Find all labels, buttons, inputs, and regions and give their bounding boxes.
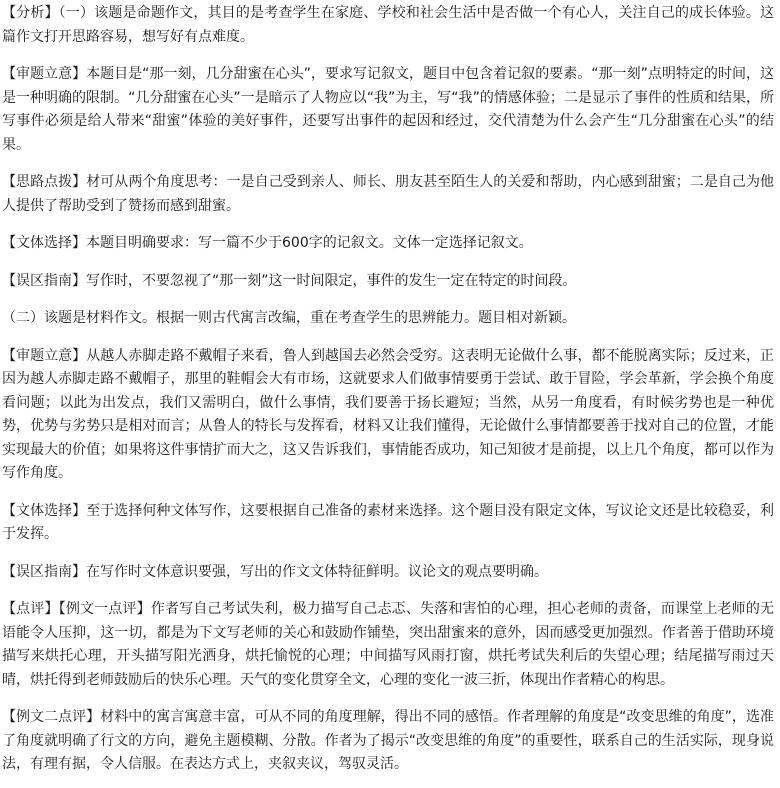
paragraph-review-1: 【点评】【例文一点评】作者写自己考试失利，极力描写自己忐忑、失落和害怕的心理，担心老师的责备，而课堂上老师的无语能令人压抑，这一切，都是为下文写老师的关心和鼓励作铺垫，突出甜蜜来的意外，因而感受更加强烈。作者善于借助环境描写来烘托心理，开头描写阳光洒身，烘托愉悦的心理；中间描写风雨打窗，烘托考试失利后的失望心理；结尾描写雨过天晴，烘托得到老师鼓励后的快乐心理。天气的变化贯穿全文，心理的变化一波三折，体现出作者精心的构思。: [2, 601, 774, 688]
paragraph-part-two-intro: （二）该题是材料作文。根据一则古代寓言改编，重在考查学生的思辨能力。题目相对新颖。: [2, 310, 576, 326]
paragraph-pitfalls-2: 【误区指南】在写作时文体意识要强，写出的作文文体特征鲜明。议论文的观点要明确。: [2, 563, 548, 580]
paragraph-analysis: 【分析】（一）该题是命题作文，其目的是考查学生在家庭、学校和社会生活中是否做一个有心人，关注自己的成长体验。这篇作文打开思路容易，想写好有点难度。: [2, 5, 774, 45]
paragraph-genre-1: 【文体选择】本题目明确要求：写一篇不少于600字的记叙文。文体一定选择记叙文。: [2, 235, 533, 251]
paragraph-review-2: 【例文二点评】材料中的寓言寓意丰富，可从不同的角度理解，得出不同的感悟。作者理解的角度是“改变思维的角度”，选准了角度就明确了行文的方向，避免主题模糊、分散。作者为了揭示“改变思维的角度”的重要性，联系自己的生活实际，现身说法，有理有据，令人信服。在表达方式上，夹叙夹议，驾驭灵活。: [2, 709, 774, 772]
paragraph-theme-1: 【审题立意】本题目是“那一刻，几分甜蜜在心头”，要求写记叙文，题目中包含着记叙的要素。“那一刻”点明特定的时间，这是一种明确的限制。“几分甜蜜在心头”一是暗示了人物应以“我”为主，写“我”的情感体验；二是显示了事件的性质和结果，所写事件必须是给人带来“甜蜜”体验的美好事件，还要写出事件的起因和经过，交代清楚为什么会产生“几分甜蜜在心头”的结果。: [2, 66, 774, 153]
paragraph-theme-2: 【审题立意】从越人赤脚走路不戴帽子来看，鲁人到越国去必然会受穷。这表明无论做什么事，都不能脱离实际；反过来，正因为越人赤脚走路不戴帽子，那里的鞋帽会大有市场，这就要求人们做事情要勇于尝试、敢于冒险，学会革新，学会换个角度看问题；以此为出发点，我们又需明白，做什么事情，我们要善于扬长避短；当然，从另一角度看，有时候劣势也是一种优势，优势与劣势只是相对而言；从鲁人的特长与发挥看，材料又让我们懂得，无论做什么事情都要善于找对自己的位置，才能实现最大的价值；如果将这件事情扩而大之，这又告诉我们，事情能否成功，知己知彼才是前提，以上几个角度，都可以作为写作角度。: [2, 347, 774, 481]
paragraph-approach: 【思路点拨】材可从两个角度思考：一是自己受到亲人、师长、朋友甚至陌生人的关爱和帮助，内心感到甜蜜；二是自己为他人提供了帮助受到了赞扬而感到甜蜜。: [2, 174, 774, 214]
paragraph-pitfalls-1: 【误区指南】写作时，不要忽视了“那一刻”这一时间限定，事件的发生一定在特定的时间段。: [2, 272, 577, 289]
paragraph-genre-2: 【文体选择】至于选择何种文体写作，这要根据自己准备的素材来选择。这个题目没有限定文体，写议论文还是比较稳妥，利于发挥。: [2, 502, 774, 542]
